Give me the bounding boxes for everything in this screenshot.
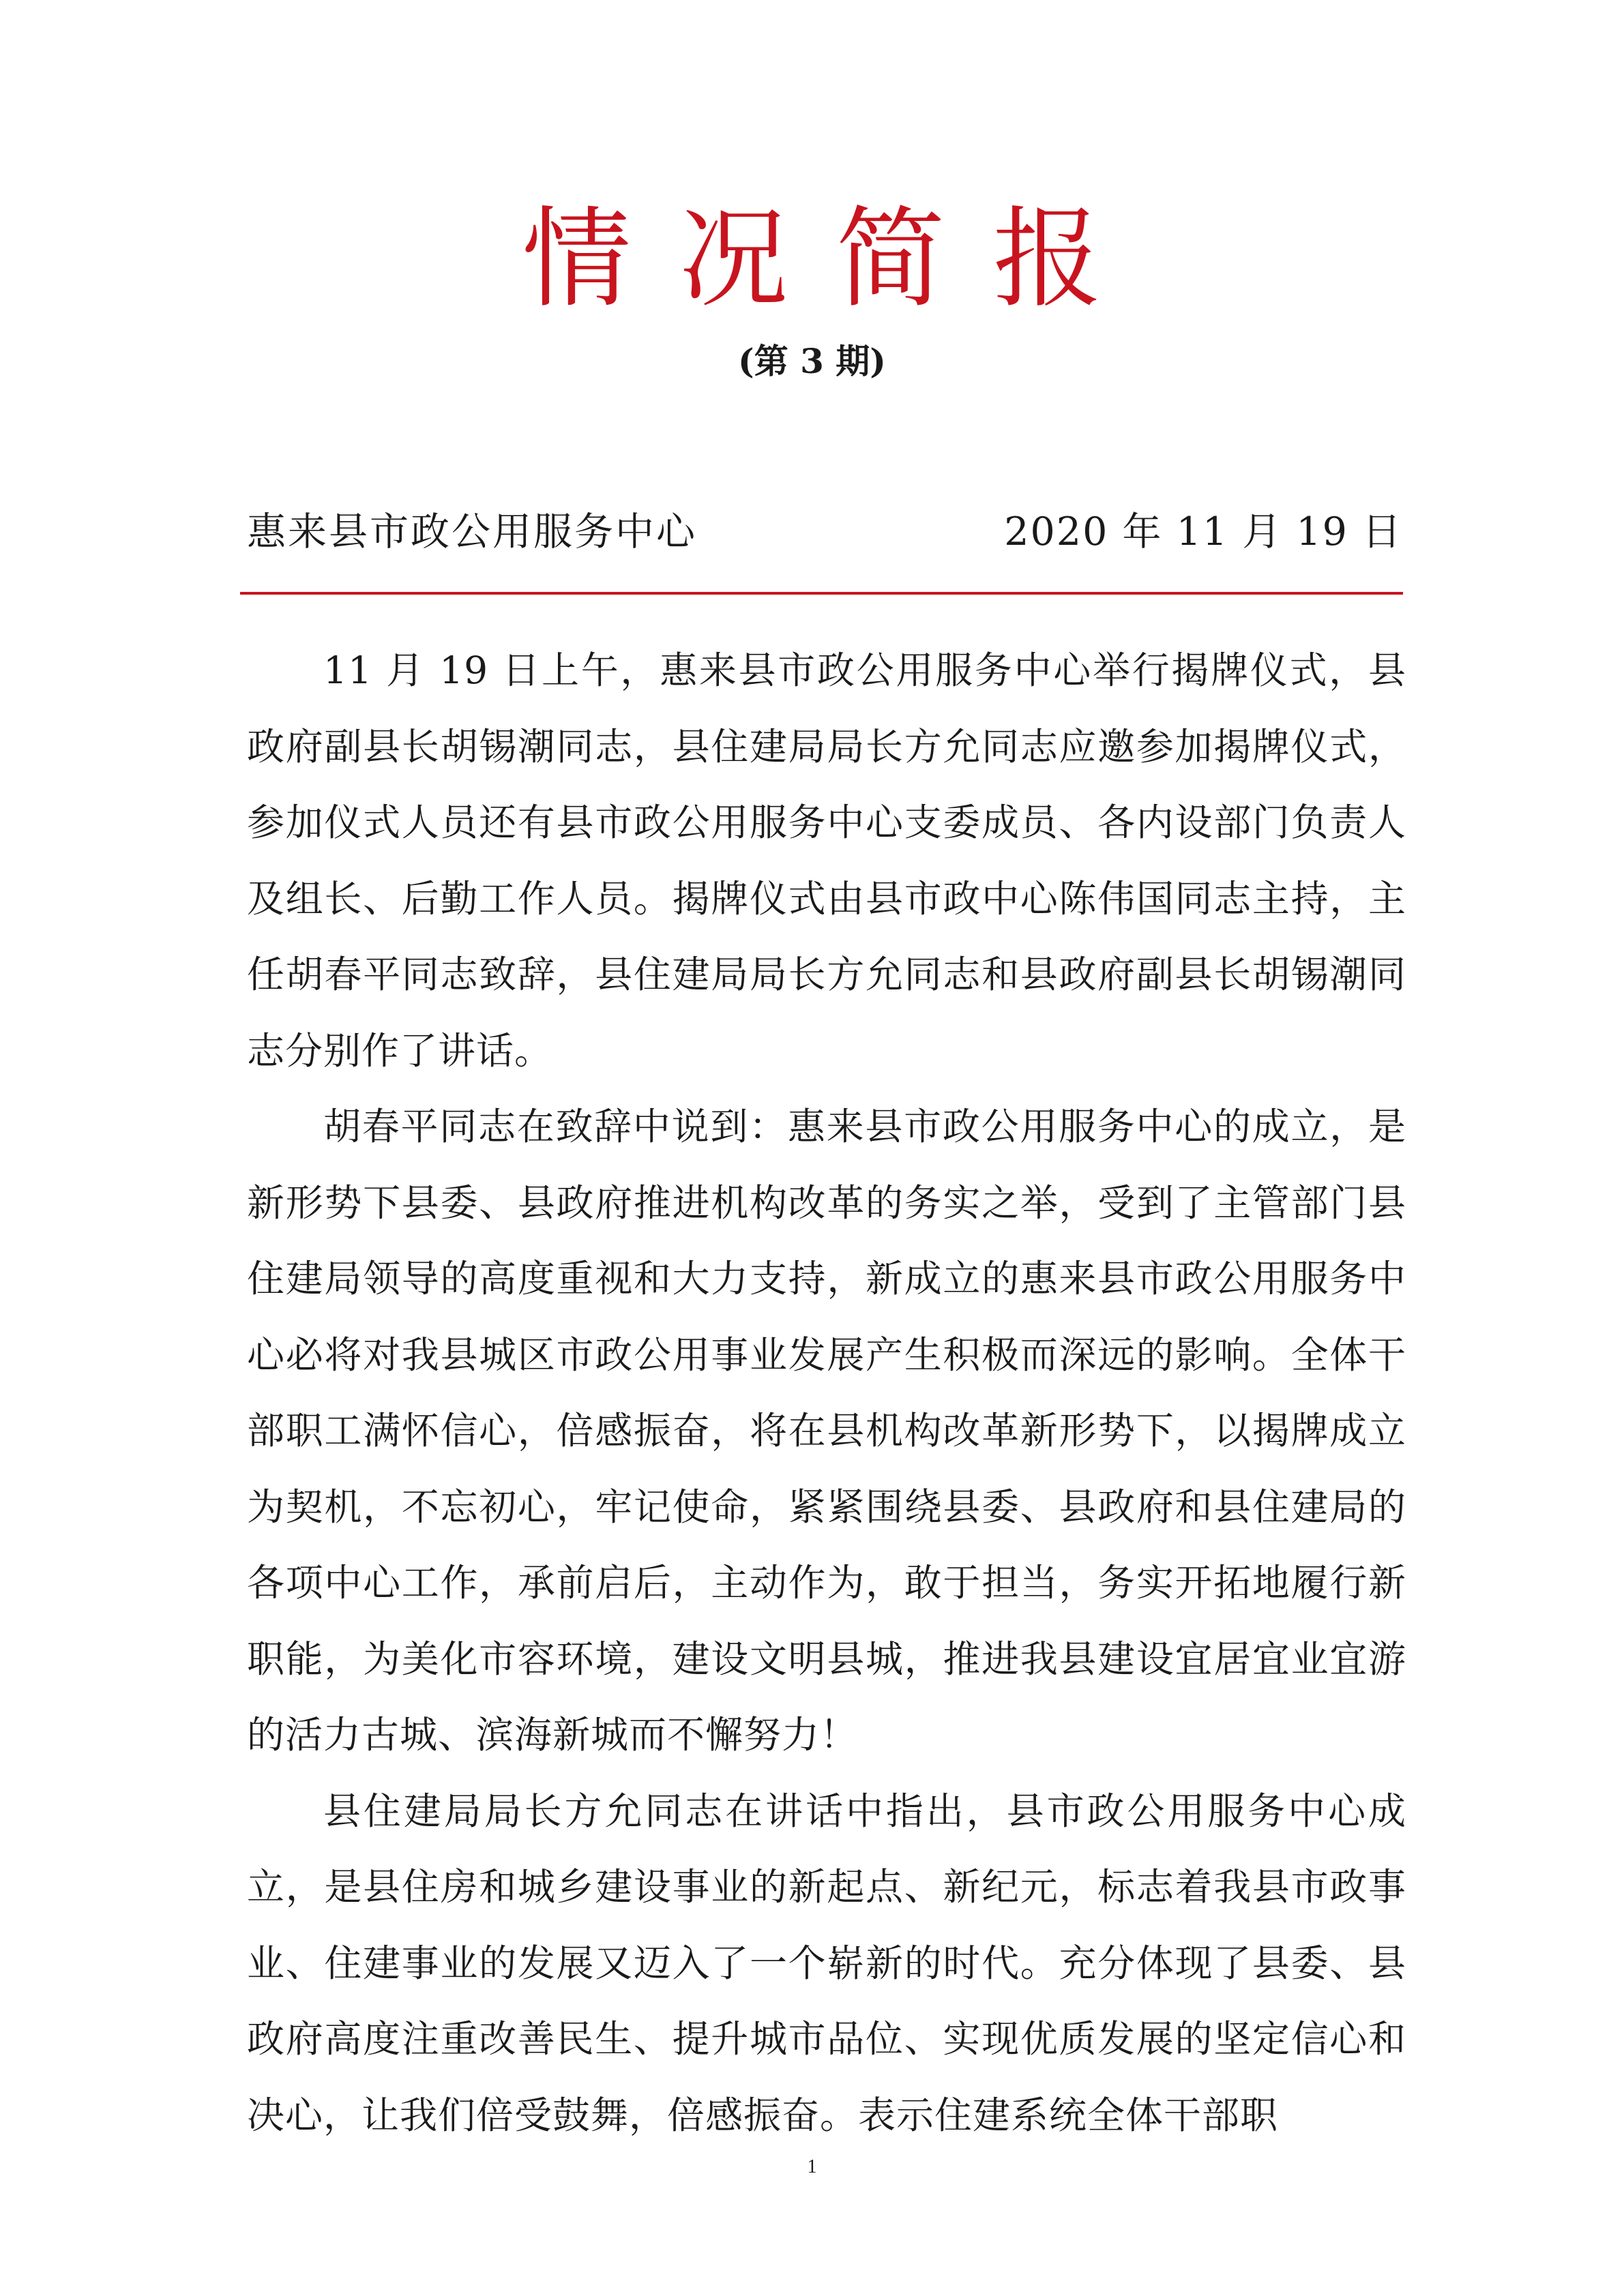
bulletin-title: 情况简报 [522, 195, 1150, 323]
issuing-organization: 惠来县市政公用服务中心 [247, 509, 697, 554]
paragraph-3: 县住建局局长方允同志在讲话中指出，县市政公用服务中心成立，是县住房和城乡建设事业的新起点、新纪元，标志着我县市政事业、住建事业的发展又迈入了一个崭新的时代。充分体现了县委、县政府高度注重改善民生、提升城市品位、实现优质发展的坚定信心和决心，让我们倍受鼓舞，倍感振奋。表示住建系统全体干部职 [247, 1789, 1406, 2137]
article-body [247, 633, 1406, 2153]
issue-number: (第 3 期) [738, 341, 886, 381]
paragraph-2: 胡春平同志在致辞中说到：惠来县市政公用服务中心的成立，是新形势下县委、县政府推进机构改革的务实之举，受到了主管部门县住建局领导的高度重视和大力支持，新成立的惠来县市政公用服务中心必将对我县城区市政公用事业发展产生积极而深远的影响。全体干部职工满怀信心，倍感振奋，将在县机构改革新形势下，以揭牌成立为契机，不忘初心，牢记使命，紧紧围绕县委、县政府和县住建局的各项中心工作，承前启后，主动作为，敢于担当，务实开拓地履行新职能，为美化市容环境，建设文明县城，推进我县建设宜居宜业宜游的活力古城、滨海新城而不懈努力！ [247, 1105, 1406, 1757]
header-divider [240, 592, 1403, 595]
paragraph-1: 11 月 19 日上午，惠来县市政公用服务中心举行揭牌仪式，县政府副县长胡锡潮同志，县住建局局长方允同志应邀参加揭牌仪式，参加仪式人员还有县市政公用服务中心支委成员、各内设部门负责人及组长、后勤工作人员。揭牌仪式由县市政中心陈伟国同志主持，主任胡春平同志致辞，县住建局局长方允同志和县政府副县长胡锡潮同志分别作了讲话。 [247, 648, 1406, 1073]
page-number: 1 [807, 2156, 817, 2177]
issue-date: 2020 年 11 月 19 日 [1004, 509, 1402, 554]
